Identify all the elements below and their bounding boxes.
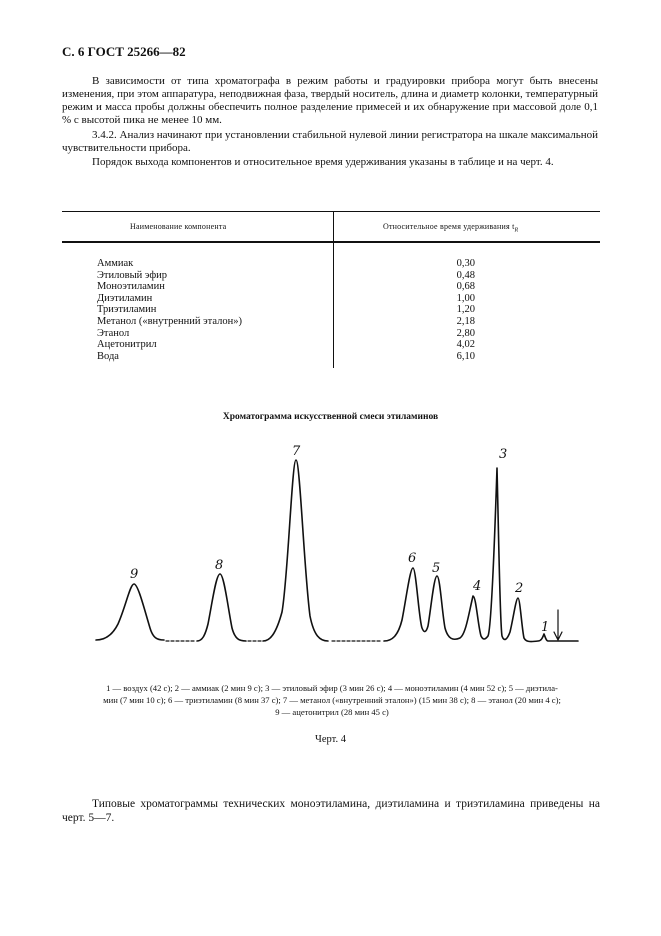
peak-label: 2 bbox=[515, 581, 524, 596]
table-header-component: Наименование компонента bbox=[130, 222, 227, 231]
table-header-retention bbox=[383, 222, 518, 234]
paragraph-3-4-2: 3.4.2. Анализ начинают при установлении стабильной нулевой линии регистратора на шкале максимальной чувствительности прибора. bbox=[62, 129, 598, 154]
table-row-name: Этанол bbox=[97, 327, 130, 339]
peak-label: 9 bbox=[130, 567, 139, 582]
peak-label: 4 bbox=[473, 579, 482, 594]
table-row-name: Вода bbox=[97, 350, 119, 362]
table-header-rule bbox=[62, 241, 600, 243]
table-header-retention-text: Относительное время удерживания t bbox=[383, 222, 515, 231]
table-row-value: 2,18 bbox=[456, 315, 475, 327]
table-values-column bbox=[455, 258, 475, 362]
table-row-value: 0,30 bbox=[456, 258, 475, 269]
table-row-value: 1,00 bbox=[456, 292, 475, 304]
table-row-name: Моноэтиламин bbox=[97, 281, 165, 293]
chromatogram-figure bbox=[92, 440, 582, 660]
caption-line: мин (7 мин 10 с); 6 — триэтиламин (8 мин 37 с); 7 — метанол («внутренний эталон») (15 мин 38 с); 8 — этанол (20 мин 4 с); bbox=[103, 695, 561, 705]
table-row-value: 4,02 bbox=[456, 339, 475, 351]
figure-label: Черт. 4 bbox=[315, 734, 346, 745]
table-row-value: 1,20 bbox=[456, 304, 475, 316]
table-names-column bbox=[97, 258, 242, 362]
caption-line: 9 — ацетонитрил (28 мин 45 с) bbox=[275, 707, 389, 717]
peak-label: 1 bbox=[541, 620, 550, 635]
table-row-value: 2,80 bbox=[456, 327, 475, 339]
trace-peak-8 bbox=[197, 574, 246, 641]
table-row-value: 6,10 bbox=[456, 350, 475, 362]
table-row-name: Метанол («внутренний эталон») bbox=[97, 315, 242, 327]
peak-label: 7 bbox=[292, 444, 301, 459]
page-header: С. 6 ГОСТ 25266—82 bbox=[62, 44, 186, 59]
peak-label: 8 bbox=[215, 558, 224, 573]
caption-line: 1 — воздух (42 с); 2 — аммиак (2 мин 9 с); 3 — этиловый эфир (3 мин 26 с); 4 — моноэтиламин (4 мин 52 с); 5 — диэтила- bbox=[106, 683, 558, 693]
table-top-rule bbox=[62, 211, 600, 212]
trace-peak-9 bbox=[96, 584, 164, 640]
table-row-value: 0,48 bbox=[456, 269, 475, 281]
table-row-name: Этиловый эфир bbox=[97, 269, 168, 281]
table-row-name: Аммиак bbox=[97, 258, 134, 269]
table-row-name: Триэтиламин bbox=[97, 304, 157, 316]
trace-peak-7 bbox=[263, 460, 328, 641]
table-header-subscript: R bbox=[514, 227, 519, 234]
table-row-value: 0,68 bbox=[456, 281, 475, 293]
table-column-divider bbox=[333, 211, 334, 368]
paragraph-typical-chromatograms: Типовые хроматограммы технических моноэтиламина, диэтиламина и триэтиламина приведены на черт. 5—7. bbox=[62, 798, 600, 824]
table-row-name: Диэтиламин bbox=[97, 292, 153, 304]
chromatogram-title: Хроматограмма искусственной смеси этиламинов bbox=[222, 412, 439, 422]
peak-label: 5 bbox=[432, 561, 441, 576]
table-row-name: Ацетонитрил bbox=[97, 339, 157, 351]
peak-label: 6 bbox=[408, 551, 417, 566]
peak-label: 3 bbox=[499, 447, 508, 462]
paragraph-conditions: В зависимости от типа хроматографа в режим работы и градуировки прибора могут быть внесены изменения, при этом аппаратура, неподвижная фаза, твердый носитель, длина и диаметр колонки, температурный режим и масса пробы должны обеспечить полное разделение примесей и их обнаружение при массовой доле 0,1 % с высотой пика не менее 10 мм. bbox=[62, 75, 598, 126]
injection-arrow-icon bbox=[554, 610, 562, 640]
paragraph-order: Порядок выхода компонентов и относительное время удерживания указаны в таблице и на черт. 4. bbox=[92, 156, 554, 168]
chromatogram-caption bbox=[66, 682, 598, 718]
